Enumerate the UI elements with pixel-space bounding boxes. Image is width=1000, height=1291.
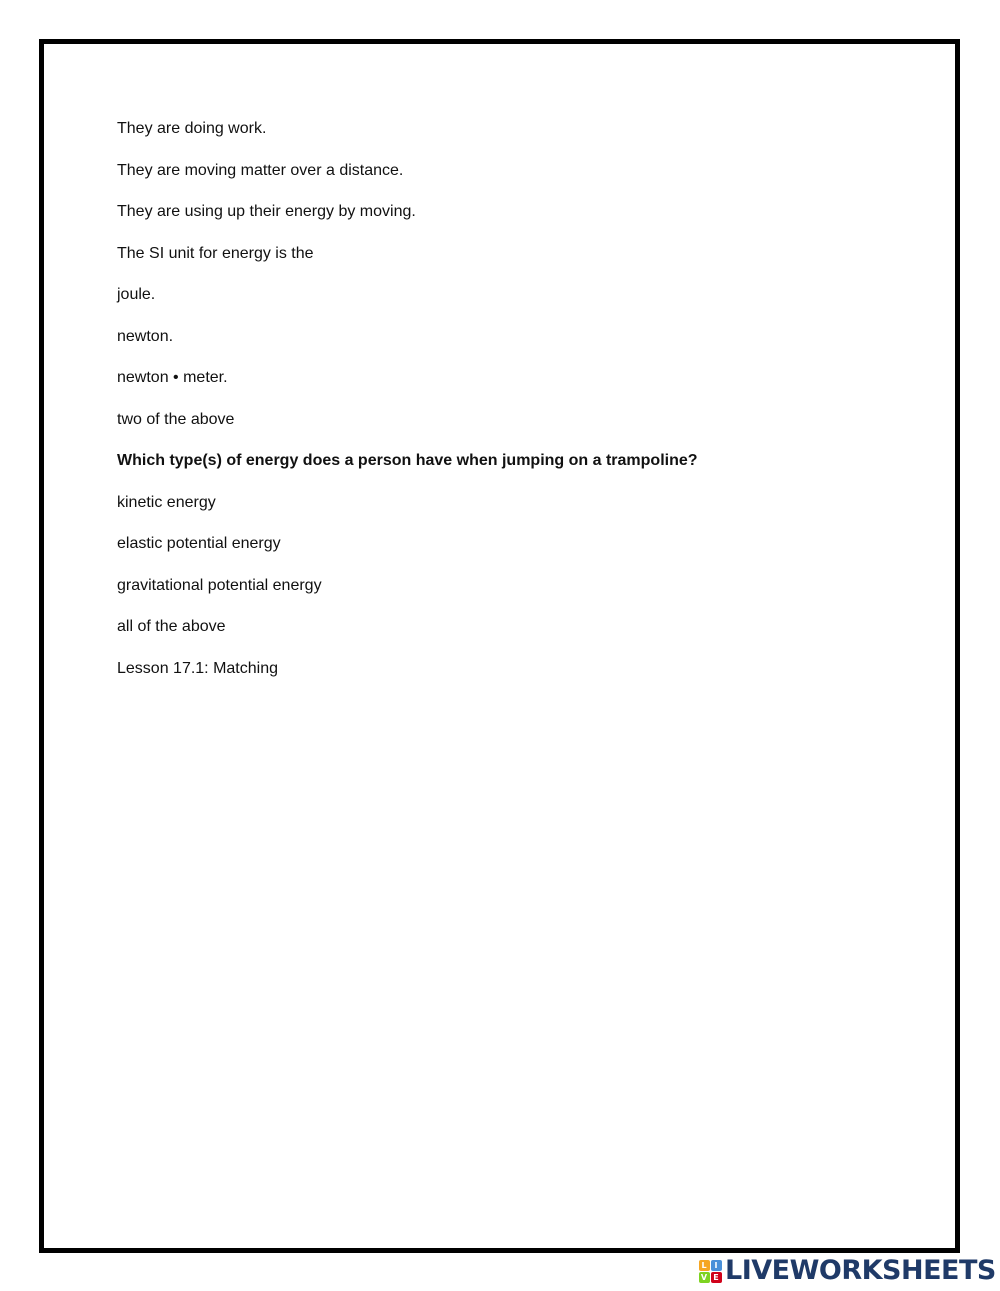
answer-option: all of the above xyxy=(117,618,226,635)
logo-letter-i: I xyxy=(711,1260,722,1271)
question-text: Which type(s) of energy does a person have when jumping on a trampoline? xyxy=(117,452,698,469)
answer-option: newton • meter. xyxy=(117,369,228,386)
brand-wordmark: LIVEWORKSHEETS xyxy=(725,1255,996,1286)
liveworksheets-brand xyxy=(698,1256,996,1286)
liveworksheets-logo-icon xyxy=(698,1259,722,1283)
worksheet-page xyxy=(39,39,960,1253)
logo-letter-e: E xyxy=(711,1272,722,1283)
answer-option: newton. xyxy=(117,327,174,345)
logo-letter-v: V xyxy=(699,1272,710,1283)
answer-option: joule. xyxy=(117,286,156,303)
worksheet-content xyxy=(117,119,915,700)
answer-option: They are doing work. xyxy=(117,120,267,137)
logo-letter-l: L xyxy=(699,1260,710,1271)
answer-option: kinetic energy xyxy=(117,493,216,511)
question-text: The SI unit for energy is the xyxy=(117,244,314,262)
answer-option: gravitational potential energy xyxy=(117,576,322,594)
answer-option: elastic potential energy xyxy=(117,535,281,552)
section-heading: Lesson 17.1: Matching xyxy=(117,659,278,677)
answer-option: two of the above xyxy=(117,410,235,428)
answer-option: They are using up their energy by moving. xyxy=(117,203,416,220)
answer-option: They are moving matter over a distance. xyxy=(117,161,404,179)
